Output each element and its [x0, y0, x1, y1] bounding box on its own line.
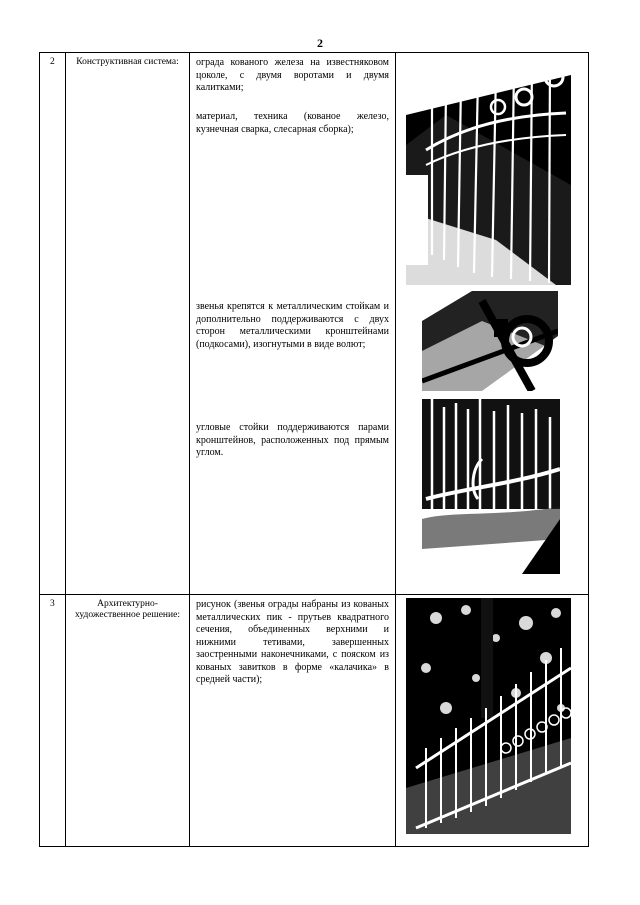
description-paragraph: ограда кованого железа на известняковом цоколе, с двумя воротами и двумя калитками;	[196, 57, 389, 93]
description-paragraph: рисунок (звенья ограды набраны из кованых металлических пик - прутьев квадратного сечения, объединенных верхними и нижними тетивами, завершенных заостренными наконечниками, с пояском из кованых завитков в форме «калачика» в средней части);	[196, 599, 389, 685]
description-paragraph: материал, техника (кованое железо, кузнечная сварка, слесарная сборка);	[196, 111, 389, 135]
row-description	[190, 53, 396, 595]
fence-gate-photo-icon	[406, 55, 571, 285]
table-row	[40, 53, 589, 595]
monument-description-table	[39, 52, 589, 847]
page-number: 2	[317, 36, 323, 50]
fence-with-trees-photo-icon	[406, 598, 571, 834]
corner-post-photo-icon	[422, 399, 560, 574]
bracket-volute-photo-icon	[422, 291, 558, 391]
row-label: Архитектурно-художественное решение:	[66, 595, 190, 847]
description-paragraph: звенья крепятся к металлическим стойкам и дополнительно поддерживаются с двух сторон металлическими кронштейнами (подкосами), изогнутыми в виде волют;	[196, 301, 389, 350]
row-description	[190, 595, 396, 847]
table-row	[40, 595, 589, 847]
description-paragraph: угловые стойки поддерживаются парами кронштейнов, расположенных под прямым углом.	[196, 422, 389, 458]
photo-cell	[396, 595, 589, 847]
photo-cell	[396, 53, 589, 595]
row-number: 2	[40, 53, 66, 595]
row-number: 3	[40, 595, 66, 847]
row-label: Конструктивная система:	[66, 53, 190, 595]
